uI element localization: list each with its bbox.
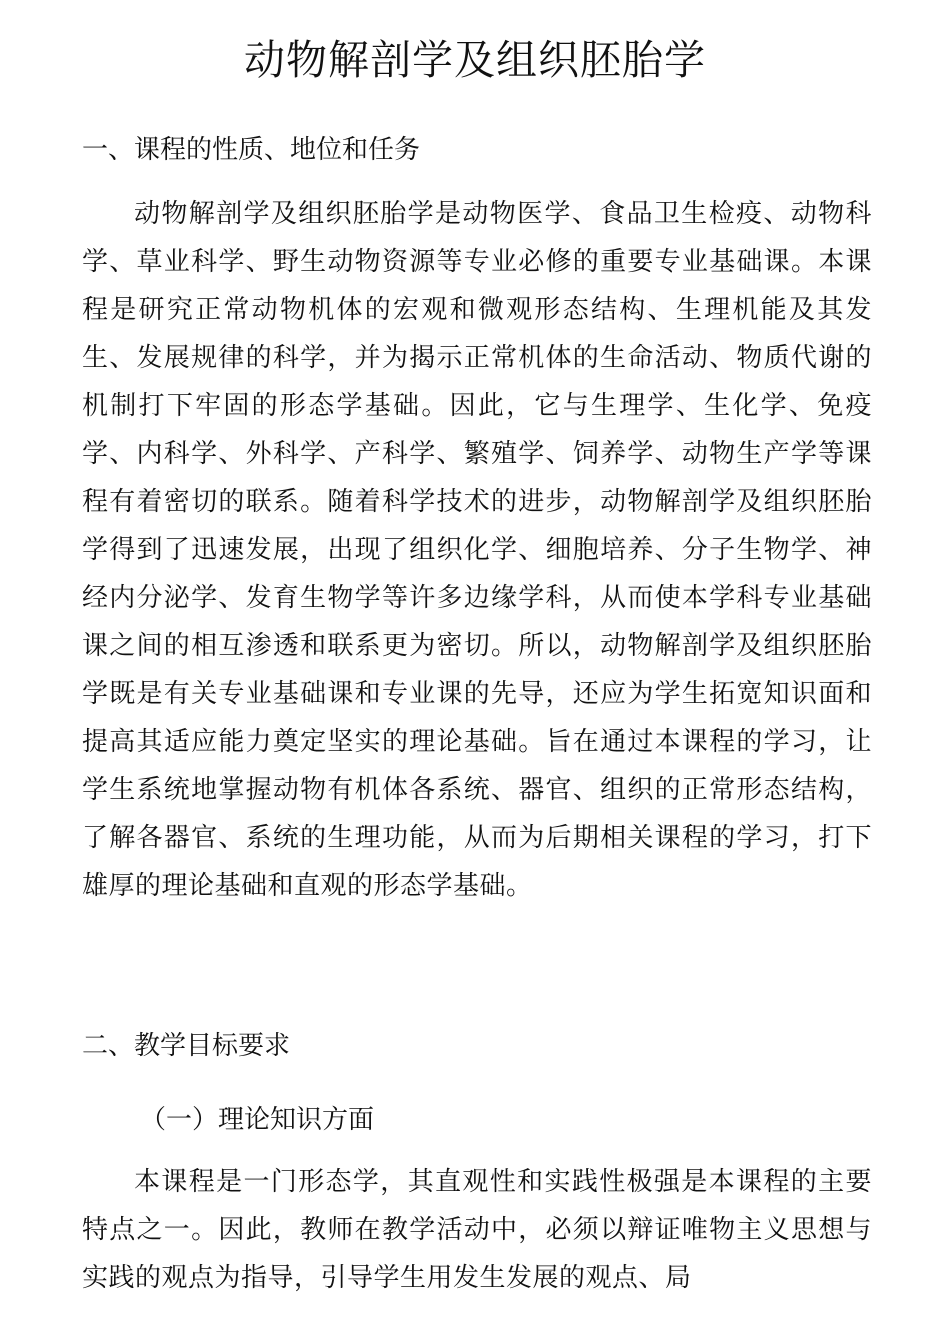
section-1-paragraph: 动物解剖学及组织胚胎学是动物医学、食品卫生检疫、动物科学、草业科学、野生动物资源等专业必修的重要专业基础课。本课程是研究正常动物机体的宏观和微观形态结构、生理机能及其发生、发展规律的科学，并为揭示正常机体的生命活动、物质代谢的机制打下牢固的形态学基础。因此，它与生理学、生化学、免疫学、内科学、外科学、产科学、繁殖学、饲养学、动物生产学等课程有着密切的联系。随着科学技术的进步，动物解剖学及组织胚胎学得到了迅速发展，出现了组织化学、细胞培养、分子生物学、神经内分泌学、发育生物学等许多边缘学科，从而使本学科专业基础课之间的相互渗透和联系更为密切。所以，动物解剖学及组织胚胎学既是有关专业基础课和专业课的先导，还应为学生拓宽知识面和提高其适应能力奠定坚实的理论基础。旨在通过本课程的学习，让学生系统地掌握动物有机体各系统、器官、组织的正常形态结构，了解各器官、系统的生理功能，从而为后期相关课程的学习，打下雄厚的理论基础和直观的形态学基础。 — [82, 199, 872, 901]
section-2-subheading: （一）理论知识方面 — [140, 1105, 375, 1135]
section-2-paragraph: 本课程是一门形态学，其直观性和实践性极强是本课程的主要特点之一。因此，教师在教学活动中，必须以辩证唯物主义思想与实践的观点为指导，引导学生用发生发展的观点、局 — [82, 1167, 872, 1293]
section-1-heading: 一、课程的性质、地位和任务 — [82, 135, 421, 165]
section-2-heading: 二、教学目标要求 — [82, 1031, 291, 1061]
document-title: 动物解剖学及组织胚胎学 — [244, 36, 706, 84]
